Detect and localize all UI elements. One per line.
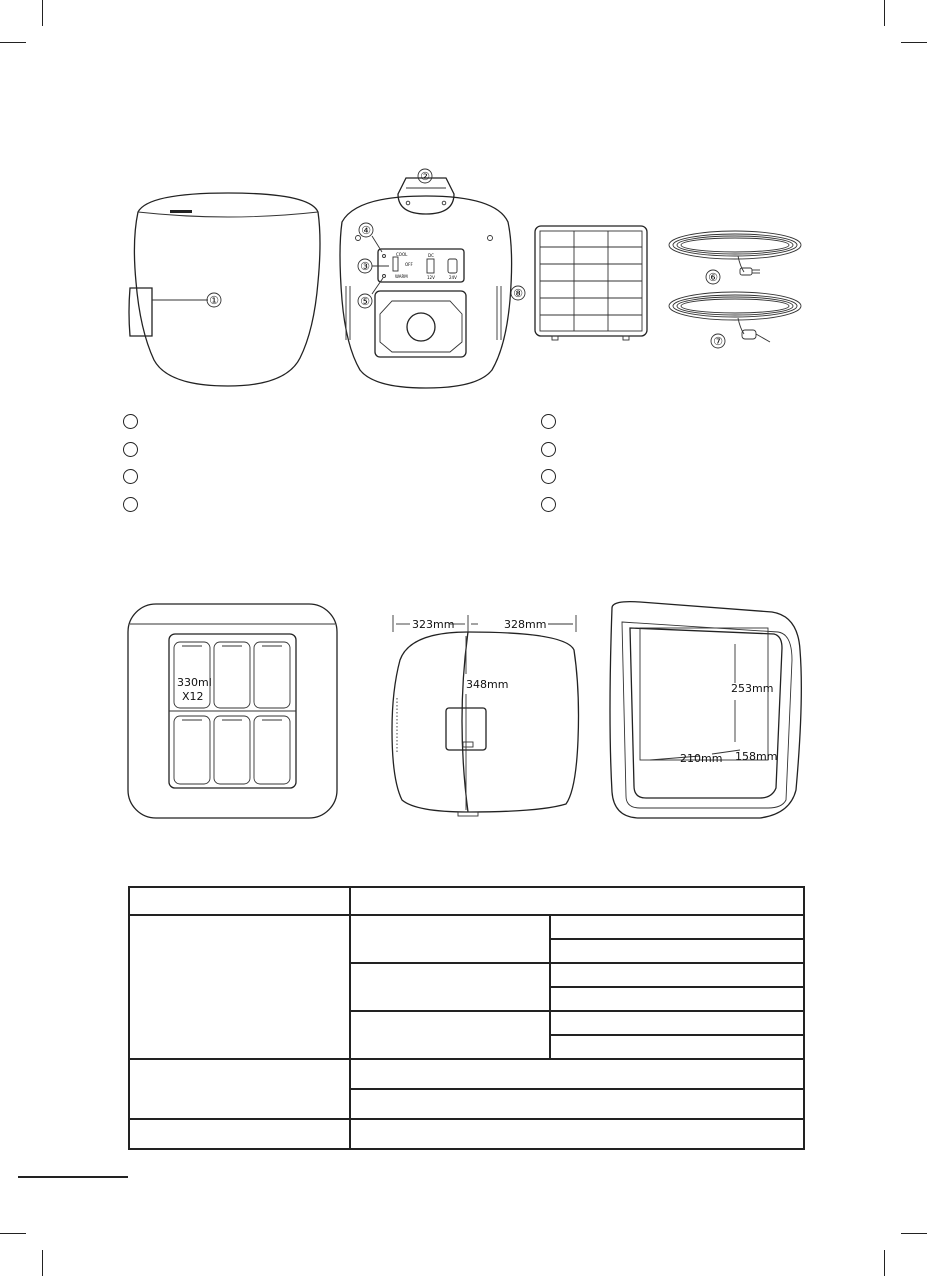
table-cell [129, 915, 350, 1059]
depth-dimension: 323mm [412, 618, 455, 631]
table-cell [350, 1011, 550, 1059]
table-cell [129, 887, 350, 915]
inner-depth-dimension: 158mm [735, 750, 778, 763]
warm-label: WARM [395, 274, 408, 279]
crop-mark-bl-v [42, 1250, 43, 1276]
callout-3: ③ [360, 260, 370, 273]
callout-5: ⑤ [360, 295, 370, 308]
crop-mark-br-v [884, 1250, 885, 1276]
crop-mark-bl-h [0, 1233, 26, 1234]
v24-label: 24V [449, 275, 457, 280]
table-cell [129, 1059, 350, 1119]
table-cell [550, 963, 804, 987]
page-number-rule [18, 1176, 128, 1178]
table-cell [350, 963, 550, 1011]
callout-2: ② [420, 170, 430, 183]
table-cell [350, 887, 804, 915]
v12-label: 12V [427, 275, 435, 280]
table-cell [550, 1035, 804, 1059]
table-cell [550, 915, 804, 939]
spec-table [128, 886, 805, 1150]
table-cell [550, 1011, 804, 1035]
callout-7: ⑦ [713, 335, 723, 348]
table-cell [550, 987, 804, 1011]
callout-6: ⑥ [708, 271, 718, 284]
can-volume-label: 330ml [177, 676, 212, 689]
table-cell [129, 1119, 350, 1149]
off-label: OFF [405, 262, 413, 267]
callout-4: ④ [361, 224, 371, 237]
dc-label: DC [428, 253, 434, 258]
can-count-label: X12 [182, 690, 204, 703]
crop-mark-br-h [901, 1233, 927, 1234]
cool-label: COOL [396, 252, 408, 257]
inner-width-dimension: 210mm [680, 752, 723, 765]
callout-1: ① [209, 294, 219, 307]
table-cell [350, 915, 550, 963]
inner-height-dimension: 253mm [731, 682, 774, 695]
table-cell [550, 939, 804, 963]
table-cell [350, 1119, 804, 1149]
height-dimension: 348mm [466, 678, 509, 691]
width-dimension: 328mm [504, 618, 547, 631]
callout-8: ⑧ [513, 287, 523, 300]
table-cell [350, 1089, 804, 1119]
table-cell [350, 1059, 804, 1089]
